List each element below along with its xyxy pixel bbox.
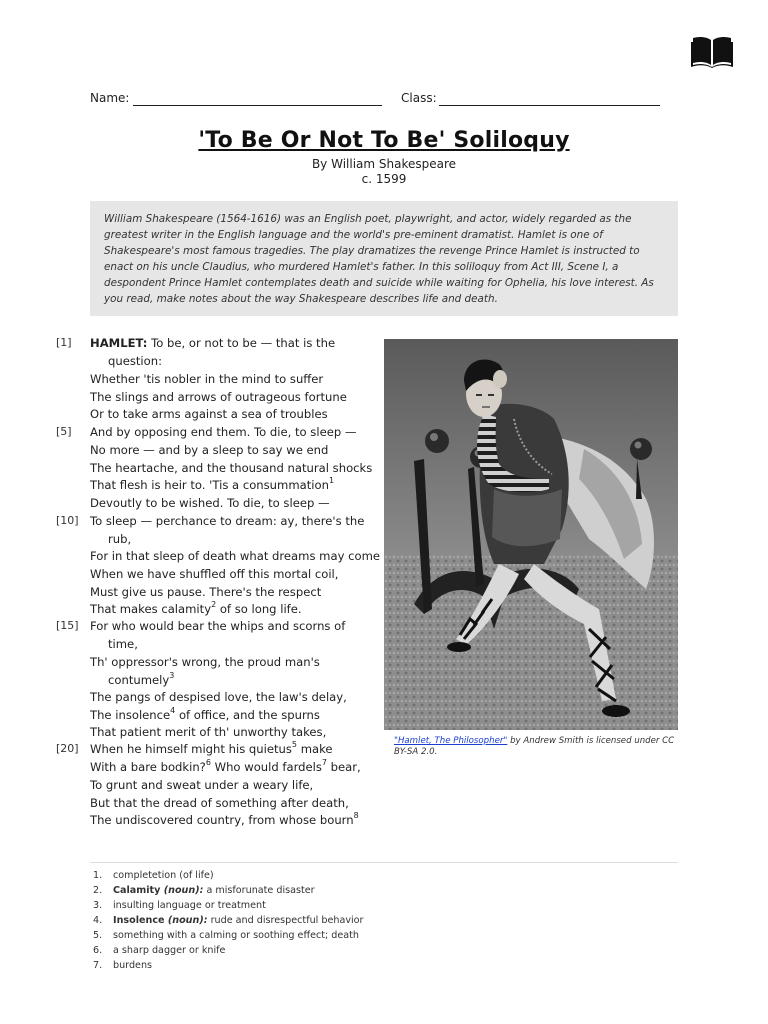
line-text: With a bare bodkin? xyxy=(90,760,206,774)
line-number: [5] xyxy=(56,425,72,438)
footnote-mark: 5 xyxy=(291,740,298,749)
line-text: contumely xyxy=(108,673,170,687)
footnote-number: 3. xyxy=(93,900,103,911)
line-text: When he himself might his quietus xyxy=(90,742,292,756)
footnote-number: 5. xyxy=(93,930,103,941)
footnote-number: 6. xyxy=(93,945,103,956)
poem-line xyxy=(90,811,359,829)
poem-line: time, xyxy=(108,637,138,651)
footnote-term: Calamity xyxy=(113,885,161,896)
poem-line xyxy=(90,758,361,776)
footnote-text xyxy=(113,883,315,898)
poem-line: For who would bear the whips and scorns of xyxy=(90,619,346,633)
poem-line: To grunt and sweat under a weary life, xyxy=(90,778,314,792)
poem-line xyxy=(90,706,320,724)
name-class-row xyxy=(90,90,670,108)
caption-text: by Andrew Smith is licensed under CC BY-SA 2.0. xyxy=(394,736,675,757)
footnote-text: burdens xyxy=(113,960,153,971)
line-number: [15] xyxy=(56,619,79,632)
open-book-icon xyxy=(690,34,734,68)
image-caption xyxy=(394,736,684,758)
footnote-number: 2. xyxy=(93,885,103,896)
line-text: To be, or not to be — that is the xyxy=(151,336,336,350)
footnote-mark: 2 xyxy=(211,600,217,609)
poem-line: The heartache, and the thousand natural shocks xyxy=(90,461,373,475)
poem-line: Or to take arms against a sea of troubles xyxy=(90,407,328,421)
footnote-text xyxy=(113,913,363,928)
poem-line: Must give us pause. There's the respect xyxy=(90,585,322,599)
page-title: 'To Be Or Not To Be' Soliloquy xyxy=(198,128,570,153)
photograph-image xyxy=(384,339,678,730)
footnote-mark: 1 xyxy=(328,476,335,485)
caption-link[interactable]: "Hamlet, The Philosopher" xyxy=(394,736,508,746)
line-text: The undiscovered country, from whose bourn xyxy=(90,813,354,827)
line-text: The insolence xyxy=(90,708,171,722)
speaker: HAMLET: xyxy=(90,336,148,350)
poem-line: When we have shuffled off this mortal coil, xyxy=(90,567,339,581)
footnote-definition: a misforunate disaster xyxy=(203,885,315,896)
poem-line: rub, xyxy=(108,532,132,546)
line-number: [10] xyxy=(56,514,79,527)
footnote-mark: 3 xyxy=(169,671,175,680)
name-label: Name: xyxy=(90,91,130,105)
footnote-pos: (noun): xyxy=(164,915,208,926)
line-text: Who would fardels xyxy=(210,760,322,774)
poem-line: Devoutly to be wished. To die, to sleep — xyxy=(90,496,330,510)
poem-line: Th' oppressor's wrong, the proud man's xyxy=(90,655,320,669)
footnote-text: completetion (of life) xyxy=(113,870,214,881)
footnote-mark: 8 xyxy=(353,811,359,820)
line-text: of so long life. xyxy=(216,602,302,616)
intro-box xyxy=(90,201,678,316)
footnote-text: insulting language or treatment xyxy=(113,900,266,911)
name-blank-line[interactable] xyxy=(133,105,382,106)
footnote-number: 1. xyxy=(93,870,103,881)
poem-line: No more — and by a sleep to say we end xyxy=(90,443,329,457)
footnote-number: 7. xyxy=(93,960,103,971)
poem-line: The pangs of despised love, the law's delay, xyxy=(90,690,347,704)
line-text: of office, and the spurns xyxy=(175,708,320,722)
footnote-number: 4. xyxy=(93,915,103,926)
footnote-definition: rude and disrespectful behavior xyxy=(207,915,364,926)
poem-line: question: xyxy=(108,354,162,368)
footnote-text: something with a calming or soothing effect; death xyxy=(113,930,359,941)
footnote-term: Insolence xyxy=(113,915,165,926)
class-label: Class: xyxy=(401,91,437,105)
poem-line xyxy=(90,600,302,618)
poem-line xyxy=(90,476,334,494)
intro-text: William Shakespeare (1564-1616) was an English poet, playwright, and actor, widely regarded as the greatest writer in the English language and the world's pre-eminent dramatist. Hamlet is one of Shakespeare's most famous tragedies. The play dramatizes the revenge Prince Hamlet is instructed to enact on his uncle Claudius, who murdered Hamlet's father. In this soliloquy from Act III, Scene I, a despondent Prince Hamlet contemplates death and suicide while waiting for Ophelia, his love interest. As you read, make notes about the way Shakespeare describes life and death. xyxy=(104,213,654,305)
footnote-divider xyxy=(90,862,678,863)
footnote-text: a sharp dagger or knife xyxy=(113,945,226,956)
poem-line xyxy=(108,671,174,689)
line-number: [1] xyxy=(56,336,72,349)
poem-line: But that the dread of something after death, xyxy=(90,796,349,810)
line-text: make xyxy=(297,742,333,756)
author: By William Shakespeare xyxy=(311,157,457,171)
poem-line: The slings and arrows of outrageous fortune xyxy=(90,390,347,404)
poem-line: Whether 'tis nobler in the mind to suffer xyxy=(90,372,324,386)
poem-line xyxy=(90,740,333,758)
line-text: That flesh is heir to. 'Tis a consummation xyxy=(90,478,329,492)
byline xyxy=(0,157,768,187)
poem-line: And by opposing end them. To die, to sleep — xyxy=(90,425,357,439)
footnote-pos: (noun): xyxy=(160,885,204,896)
poem-line: That patient merit of th' unworthy takes, xyxy=(90,725,327,739)
line-text: bear, xyxy=(327,760,361,774)
poem-line: To sleep — perchance to dream: ay, there's the xyxy=(90,514,365,528)
hamlet-photograph xyxy=(384,339,678,730)
line-number: [20] xyxy=(56,742,79,755)
class-blank-line[interactable] xyxy=(439,105,660,106)
footnote-mark: 4 xyxy=(170,706,176,715)
date: c. 1599 xyxy=(361,172,407,186)
line-text: That makes calamity xyxy=(90,602,212,616)
poem-line: For in that sleep of death what dreams may come xyxy=(90,549,381,563)
poem-line xyxy=(90,334,335,352)
footnote-mark: 7 xyxy=(321,758,327,767)
footnote-mark: 6 xyxy=(205,758,211,767)
